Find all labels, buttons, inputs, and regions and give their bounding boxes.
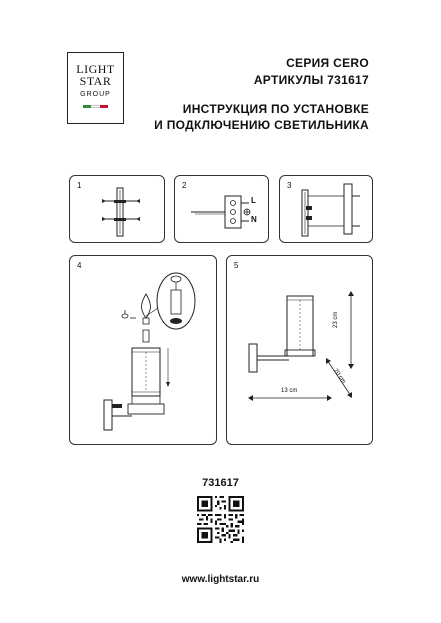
step-4-panel	[69, 255, 217, 445]
logo-text-light: LIGHT	[76, 62, 115, 76]
instruction-title-line2: И ПОДКЛЮЧЕНИЮ СВЕТИЛЬНИКА	[154, 118, 369, 132]
brand-logo	[67, 52, 124, 124]
step-number: 2	[182, 181, 187, 190]
step-number: 4	[77, 261, 82, 270]
step-number: 1	[77, 181, 82, 190]
step-5-panel	[226, 255, 373, 445]
depth-dimension-label: 20 cm	[332, 368, 347, 385]
live-wire-label: L	[251, 196, 256, 205]
step-2-panel	[174, 175, 269, 243]
website-link[interactable]: www.lightstar.ru	[181, 574, 260, 585]
step-3-panel	[279, 175, 373, 243]
step-1-panel	[69, 175, 165, 243]
logo-text-group: GROUP	[80, 91, 111, 98]
step-number: 3	[287, 181, 292, 190]
fixture-attach-diagram	[280, 176, 374, 244]
logo-text-star: STAR	[79, 74, 112, 88]
neutral-wire-label: N	[251, 215, 257, 224]
wiring-diagram	[175, 176, 270, 244]
height-dimension-label: 23 cm	[333, 311, 339, 328]
italian-flag-icon	[83, 105, 108, 108]
qr-code	[197, 496, 244, 543]
instruction-title-line1: ИНСТРУКЦИЯ ПО УСТАНОВКЕ	[182, 102, 369, 116]
step-number: 5	[234, 261, 239, 270]
bracket-mounting-diagram	[70, 176, 166, 244]
width-dimension-label: 13 cm	[281, 388, 298, 394]
series-title: СЕРИЯ CERO	[286, 56, 369, 70]
lamp-assembly-diagram	[70, 256, 218, 446]
article-title: АРТИКУЛЫ 731617	[253, 73, 369, 87]
dimensions-diagram	[227, 256, 374, 446]
article-code: 731617	[202, 477, 239, 489]
